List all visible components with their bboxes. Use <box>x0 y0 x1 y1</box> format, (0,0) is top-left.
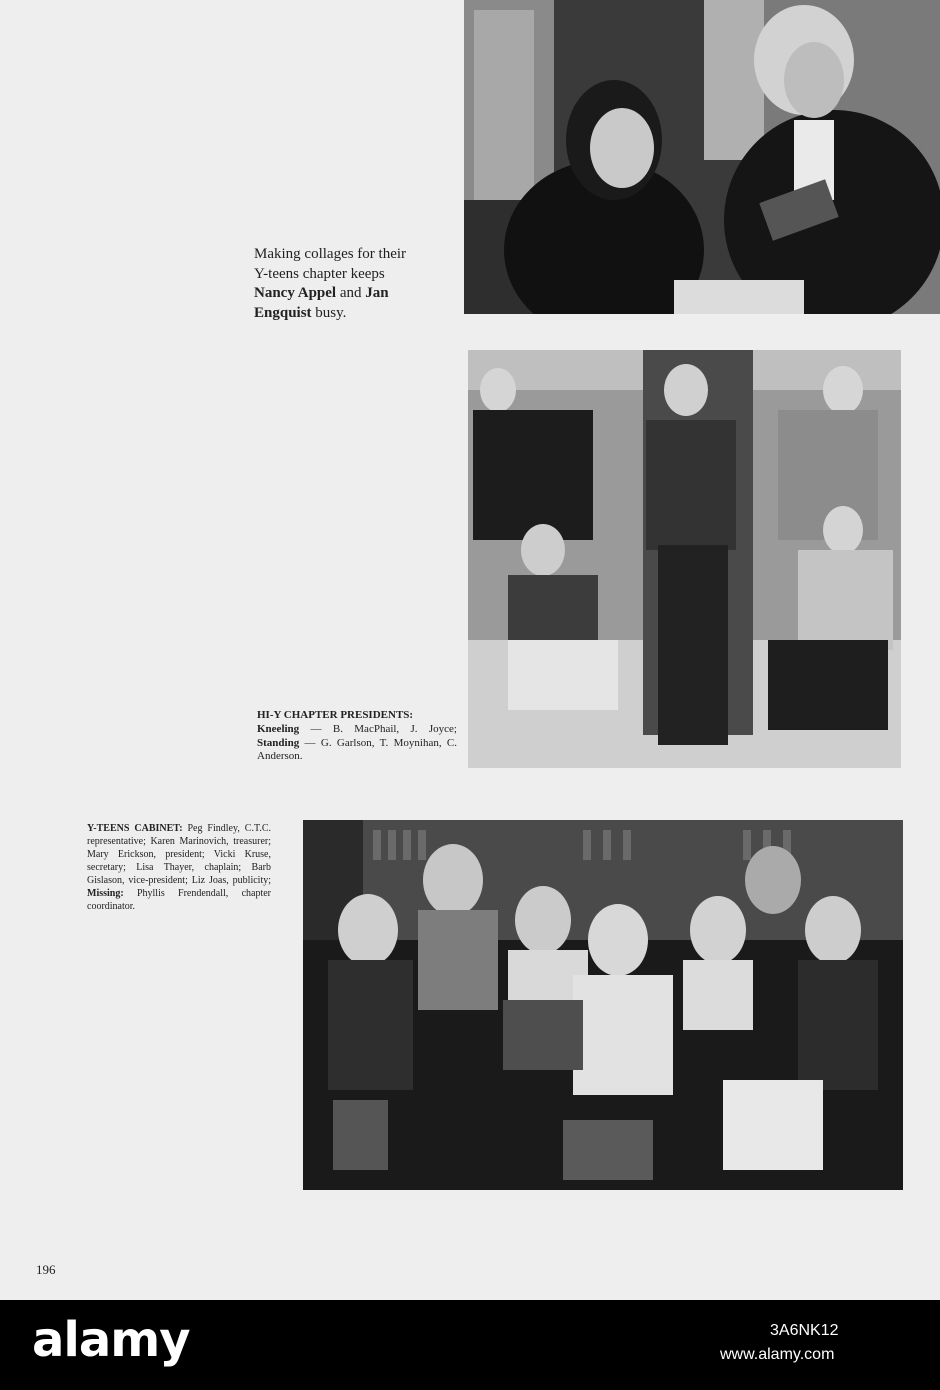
y-teens-photo <box>303 820 903 1190</box>
collage-caption <box>254 245 440 323</box>
stock-logo: alamy <box>32 1312 190 1368</box>
stock-image-id: 3A6NK12 <box>770 1322 839 1339</box>
caption1-and: and <box>339 285 362 301</box>
y-teens-photo-art <box>303 820 903 1190</box>
caption3-body: Peg Findley, C.T.C. representative; Karen Marinovich, treasurer; Mary Erickson, president; Vicki Kruse, secretary; Lisa Thayer, chaplain; Barb Gislason, vice-president; Liz Joas, publicity; <box>87 823 271 886</box>
page-number: 196 <box>36 1262 56 1277</box>
caption1-name1: Nancy Appel <box>254 285 337 301</box>
hi-y-caption <box>257 709 457 764</box>
caption2-kneeling-text: — B. MacPhail, J. Joyce; <box>310 722 457 735</box>
collage-photo-art <box>464 0 940 314</box>
caption1-line1: Making collages for their <box>254 246 407 262</box>
caption3-missing-label: Missing: <box>87 888 124 899</box>
caption3-heading: Y-TEENS CABINET: <box>87 823 183 834</box>
caption2-standing-text: — G. Garlson, T. Moynihan, C. Anderson. <box>257 736 458 763</box>
caption3-missing-text: Phyllis Frendendall, chapter coordinator. <box>87 888 271 912</box>
caption1-name2a: Jan <box>365 285 389 301</box>
caption2-heading: HI-Y CHAPTER PRESIDENTS: <box>257 709 414 721</box>
caption2-kneeling-label: Kneeling <box>257 722 300 735</box>
caption1-name2b: Engquist <box>254 304 312 321</box>
hi-y-photo <box>468 350 901 768</box>
caption2-standing-label: Standing <box>257 736 300 749</box>
stock-url: www.alamy.com <box>720 1346 835 1363</box>
hi-y-photo-art <box>468 350 901 768</box>
collage-photo <box>464 0 940 314</box>
caption1-line2: Y-teens chapter keeps <box>254 265 385 282</box>
caption1-end: busy. <box>315 304 347 321</box>
y-teens-caption <box>87 822 271 913</box>
